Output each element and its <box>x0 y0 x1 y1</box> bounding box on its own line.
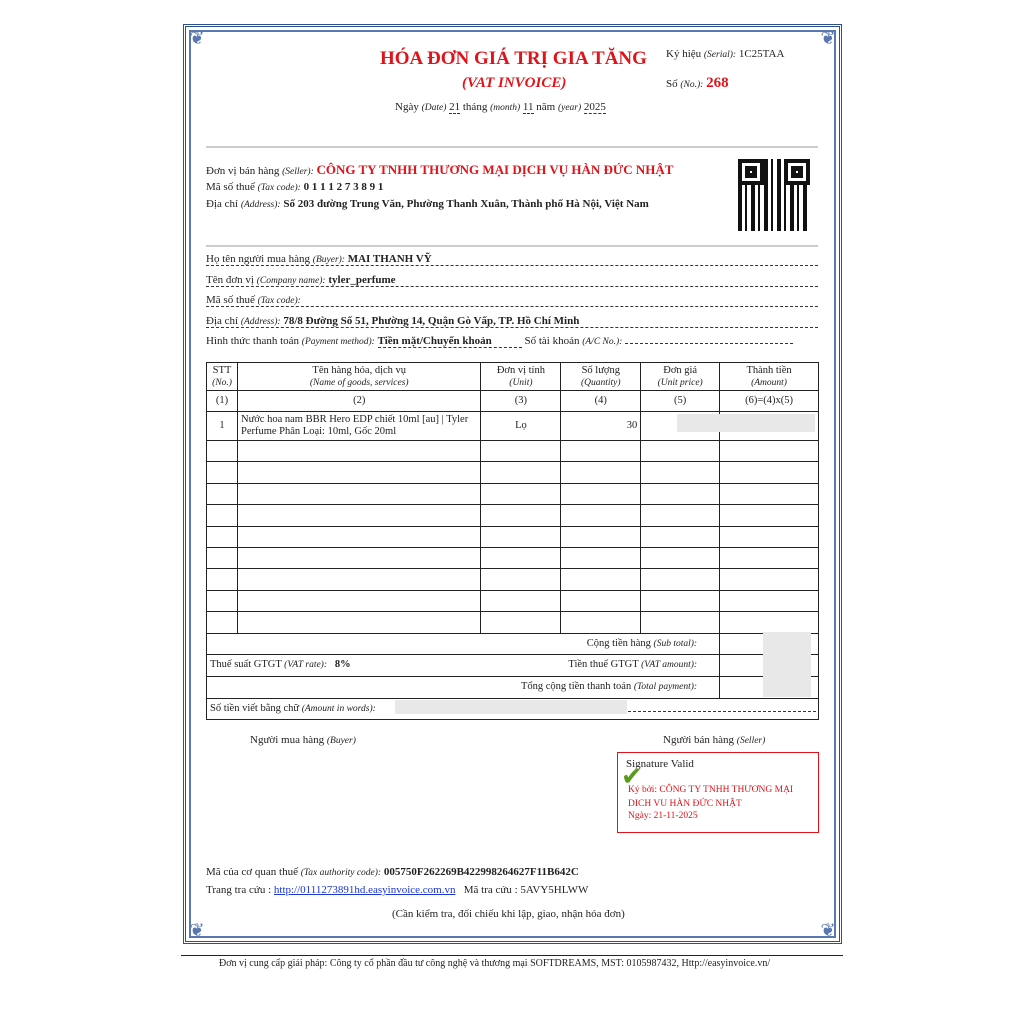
tax-authority-code: 005750F262269B422998264627F11B642C <box>383 866 579 878</box>
table-cell <box>237 590 480 611</box>
digital-signature-box[interactable] <box>617 752 819 833</box>
day: 21 <box>449 101 461 113</box>
buyer-address-label-en: (Address): <box>240 317 281 327</box>
col-header: Đơn giá (Unit price) <box>641 363 720 391</box>
signed-by: Ký bởi: CÔNG TY TNHH THƯƠNG MẠI DICH VU HÀN ĐỨC NHẬT <box>628 785 794 809</box>
seller-tax-code: 0 1 1 1 2 7 3 8 9 1 <box>303 181 384 193</box>
buyer-address-label: Địa chỉ <box>206 315 239 327</box>
table-cell <box>237 569 480 590</box>
table-cell <box>237 526 480 547</box>
serial <box>666 48 784 60</box>
redacted-words <box>395 700 627 714</box>
company-label-en: (Company name): <box>256 276 326 286</box>
serial-label-en: (Serial): <box>703 50 737 60</box>
vat-row <box>207 654 819 676</box>
seller-tax-row <box>206 181 383 193</box>
buyer-signature-label: Người mua hàng (Buyer) <box>250 734 356 746</box>
table-row-empty <box>207 462 819 483</box>
table-cell <box>481 547 561 568</box>
table-cell <box>561 441 641 462</box>
col-index: (2) <box>237 391 480 412</box>
corner-ornament-icon: ❦ <box>820 920 836 940</box>
month-label-en: (month) <box>490 103 521 113</box>
seller-tax-label-en: (Tax code): <box>257 183 301 193</box>
table-cell <box>561 590 641 611</box>
table-cell <box>561 462 641 483</box>
invoice-title: HÓA ĐƠN GIÁ TRỊ GIA TĂNG <box>380 48 647 69</box>
total-row <box>207 676 819 698</box>
table-cell <box>481 441 561 462</box>
seller-address: Số 203 đường Trung Văn, Phường Thanh Xuân, Thành phố Hà Nội, Việt Nam <box>283 198 649 210</box>
tax-authority-row: Mã của cơ quan thuế (Tax authority code): 005750F262269B422998264627F11B642C <box>206 866 579 878</box>
total-label: Tổng cộng tiền thanh toán <box>520 681 632 693</box>
payment-label-en: (Payment method): <box>301 337 375 347</box>
table-cell <box>641 505 720 526</box>
total-label-en: (Total payment): <box>633 682 698 693</box>
subtotal-label: Cộng tiền hàng <box>586 637 651 649</box>
table-cell <box>720 612 819 633</box>
table-header <box>207 363 819 391</box>
signature-date: Ngày: 21-11-2025 <box>628 811 698 821</box>
table-cell <box>641 590 720 611</box>
payment-method: Tiền mặt/Chuyển khoản <box>378 335 522 348</box>
provider-info: Đơn vị cung cấp giải pháp: Công ty cổ phần đầu tư công nghệ và thương mại SOFTDREAMS, MST: 0105987432, Http://easyinvoice.vn/ <box>219 958 771 969</box>
seller-address-label: Địa chỉ <box>206 198 239 210</box>
buyer-tax-label-en: (Tax code): <box>257 296 301 306</box>
table-cell <box>720 590 819 611</box>
vat-rate: 8% <box>334 658 351 670</box>
table-row-empty <box>207 441 819 462</box>
table-cell <box>641 462 720 483</box>
col-header: Thành tiền (Amount) <box>720 363 819 391</box>
buyer-tax-label: Mã số thuế <box>206 294 255 306</box>
table-cell <box>561 612 641 633</box>
lookup-row: Trang tra cứu : http://0111273891hd.easyinvoice.com.vn Mã tra cứu : 5AVY5HLWW <box>206 884 589 896</box>
col-header: Số lượng (Quantity) <box>561 363 641 391</box>
table-cell <box>481 590 561 611</box>
buyer-address-row <box>206 315 818 328</box>
table-cell <box>720 547 819 568</box>
company-name: tyler_perfume <box>328 274 396 286</box>
redacted-totals <box>763 632 811 697</box>
month-label: tháng <box>462 101 488 113</box>
table-cell <box>720 569 819 590</box>
table-row-empty <box>207 612 819 633</box>
signature-valid-text: Signature Valid <box>626 758 694 770</box>
date-label-en: (Date) <box>421 103 447 113</box>
invoice-date <box>395 101 606 113</box>
divider <box>206 245 818 247</box>
qr-code <box>738 159 810 231</box>
item-unit: Lọ <box>481 412 561 441</box>
table-cell <box>237 441 480 462</box>
redacted-price <box>677 414 815 432</box>
table-cell <box>207 590 238 611</box>
checkmark-icon: ✔ <box>621 762 643 791</box>
company-label: Tên đơn vị <box>206 274 254 286</box>
words-label: Số tiền viết bằng chữ <box>210 702 300 714</box>
subtotal-row <box>207 633 819 654</box>
buyer-name-label-en: (Buyer): <box>312 255 345 265</box>
seller-name: CÔNG TY TNHH THƯƠNG MẠI DỊCH VỤ HÀN ĐỨC NHẬT <box>316 162 674 177</box>
table-cell <box>641 612 720 633</box>
table-cell <box>641 441 720 462</box>
col-index: (4) <box>561 391 641 412</box>
vat-amount-label-en: (VAT amount): <box>641 660 698 671</box>
seller-signature-label: Người bán hàng (Seller) <box>663 734 766 746</box>
table-cell <box>481 483 561 504</box>
vat-rate-label-en: (VAT rate): <box>284 659 328 670</box>
no-label: Số <box>666 78 678 90</box>
verification-note: (Cần kiểm tra, đối chiếu khi lập, giao, nhận hóa đơn) <box>392 908 625 920</box>
table-cell <box>720 505 819 526</box>
table-cell <box>641 483 720 504</box>
table-cell <box>481 462 561 483</box>
corner-ornament-icon: ❦ <box>189 28 205 48</box>
corner-ornament-icon: ❦ <box>820 28 836 48</box>
table-cell <box>481 612 561 633</box>
table-cell <box>641 547 720 568</box>
no-value: 268 <box>706 75 729 91</box>
table-cell <box>561 569 641 590</box>
date-label: Ngày <box>395 101 419 113</box>
buyer-name-label: Họ tên người mua hàng <box>206 253 311 265</box>
account-number <box>625 343 793 344</box>
table-cell <box>237 612 480 633</box>
year-label-en: (year) <box>557 103 582 113</box>
table-row-empty <box>207 547 819 568</box>
account-label: Số tài khoản <box>524 335 580 347</box>
corner-ornament-icon: ❦ <box>189 920 205 940</box>
table-cell <box>481 505 561 526</box>
payment-label: Hình thức thanh toán <box>206 335 300 347</box>
table-cell <box>237 483 480 504</box>
buyer-tax-row <box>206 294 818 307</box>
col-index: (6)=(4)x(5) <box>720 391 819 412</box>
buyer-company-row <box>206 274 818 287</box>
vat-amount-label: Tiền thuế GTGT <box>568 659 639 671</box>
vat-rate-label: Thuế suất GTGT <box>210 658 282 670</box>
seller-label-en: (Seller): <box>282 167 314 177</box>
lookup-code: 5AVY5HLWW <box>520 884 589 896</box>
table-cell <box>207 441 238 462</box>
serial-label: Ký hiệu <box>666 48 702 60</box>
col-header: STT (No.) <box>207 363 238 391</box>
column-index-row <box>207 391 819 412</box>
table-cell <box>207 483 238 504</box>
table-cell <box>481 526 561 547</box>
table-cell <box>561 526 641 547</box>
table-cell <box>641 569 720 590</box>
table-cell <box>237 547 480 568</box>
invoice-number <box>666 75 729 92</box>
table-row-empty <box>207 483 819 504</box>
table-row-empty <box>207 526 819 547</box>
table-cell <box>561 547 641 568</box>
seller-tax-label: Mã số thuế <box>206 181 255 193</box>
buyer-name-row <box>206 253 818 266</box>
table-cell <box>237 462 480 483</box>
item-no: 1 <box>207 412 238 441</box>
year-label: năm <box>536 101 556 113</box>
seller-address-row <box>206 198 649 210</box>
item-qty: 30 <box>561 412 641 441</box>
table-row-empty <box>207 505 819 526</box>
seller-address-label-en: (Address): <box>240 200 281 210</box>
words-dash <box>628 711 816 712</box>
table-cell <box>561 483 641 504</box>
table-cell <box>207 547 238 568</box>
table-cell <box>207 505 238 526</box>
table-cell <box>207 526 238 547</box>
table-cell <box>720 483 819 504</box>
table-cell <box>720 462 819 483</box>
table-cell <box>641 526 720 547</box>
account-label-en: (A/C No.): <box>582 337 623 347</box>
seller-name-row <box>206 162 673 178</box>
table-row-empty <box>207 569 819 590</box>
divider <box>206 146 818 148</box>
lookup-link[interactable]: http://0111273891hd.easyinvoice.com.vn <box>273 884 456 896</box>
seller-label: Đơn vị bán hàng <box>206 165 280 177</box>
table-cell <box>207 612 238 633</box>
serial-value: 1C25TAA <box>738 48 785 60</box>
col-index: (1) <box>207 391 238 412</box>
year: 2025 <box>583 101 606 113</box>
item-name: Nước hoa nam BBR Hero EDP chiết 10ml [au] | Tyler Perfume Phân Loại: 10ml, Gốc 20ml <box>237 412 480 441</box>
buyer-name: MAI THANH VỸ <box>347 253 432 265</box>
col-index: (5) <box>641 391 720 412</box>
words-label-en: (Amount in words): <box>301 703 376 714</box>
month: 11 <box>522 101 534 113</box>
table-cell <box>207 462 238 483</box>
col-header: Đơn vị tính (Unit) <box>481 363 561 391</box>
table-cell <box>720 526 819 547</box>
subtotal-label-en: (Sub total): <box>653 638 698 649</box>
payment-row <box>206 335 818 347</box>
table-row-empty <box>207 590 819 611</box>
table-cell <box>561 505 641 526</box>
buyer-address: 78/8 Đường Số 51, Phường 14, Quận Gò Vấp, TP. Hồ Chí Minh <box>283 315 580 327</box>
invoice-subtitle: (VAT INVOICE) <box>462 75 567 91</box>
table-cell <box>207 569 238 590</box>
col-header: Tên hàng hóa, dịch vụ (Name of goods, services) <box>237 363 480 391</box>
table-cell <box>720 441 819 462</box>
no-label-en: (No.): <box>680 80 704 90</box>
table-cell <box>481 569 561 590</box>
table-cell <box>237 505 480 526</box>
col-index: (3) <box>481 391 561 412</box>
